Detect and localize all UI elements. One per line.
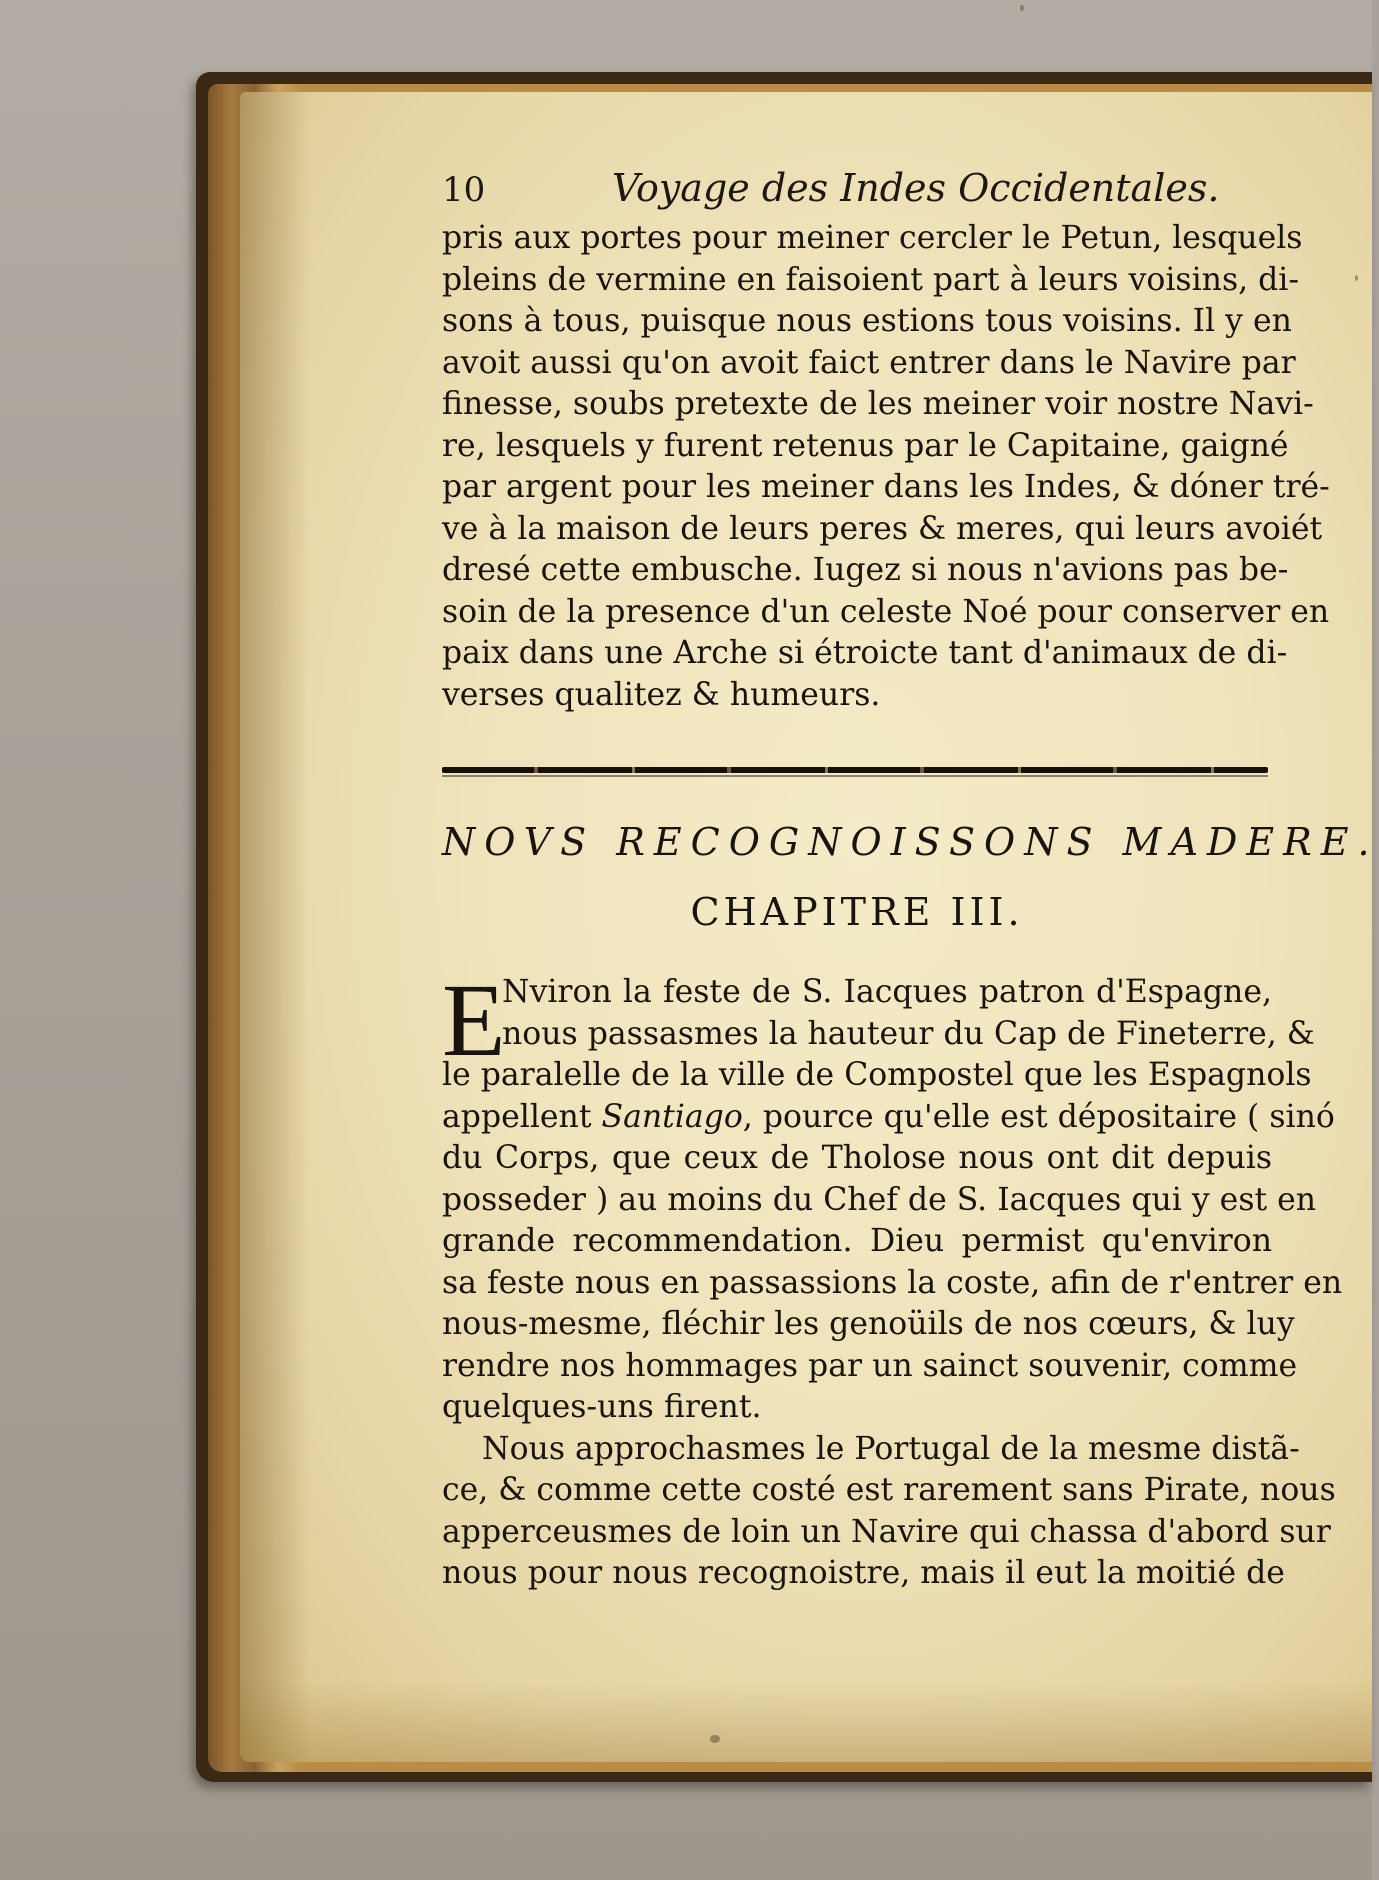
page-number: 10 xyxy=(442,170,486,210)
text-line: ve à la maison de leurs peres & meres, qui leurs avoiét xyxy=(442,510,1323,547)
rule-bar xyxy=(442,767,1268,773)
paper-speck xyxy=(710,1735,720,1743)
drop-cap: E xyxy=(442,963,506,1078)
drop-cap-lines xyxy=(502,972,1315,1055)
text-line: Nviron la feste de S. Iacques patron d'Espagne, xyxy=(502,974,1272,1010)
text-line: re, lesquels y furent retenus par le Capitaine, gaigné xyxy=(442,427,1289,464)
text-line: soin de la presence d'un celeste Noé pour conserver en xyxy=(442,593,1330,630)
text-line: grande recommendation. Dieu permist qu'environ xyxy=(442,1223,1272,1259)
text-line: nous pour nous recognoistre, mais il eut la moitié de xyxy=(442,1555,1285,1591)
text-span: appellent xyxy=(442,1098,602,1135)
paper-speck xyxy=(1355,275,1358,281)
text-line: du Corps, que ceux de Tholose nous ont dit depuis xyxy=(442,1140,1272,1176)
chapter-number: CHAPITRE III. xyxy=(690,890,1024,934)
text-line: nous passasmes la hauteur du Cap de Fineterre, & xyxy=(502,1015,1315,1052)
text-line: rendre nos hommages par un sainct souvenir, comme xyxy=(442,1347,1298,1384)
paper-speck xyxy=(1020,5,1024,11)
text-line: quelques-uns firent. xyxy=(442,1389,762,1425)
text-line: paix dans une Arche si étroicte tant d'animaux de di- xyxy=(442,635,1288,671)
running-header xyxy=(442,166,1220,220)
text-line: finesse, soubs pretexte de les meiner voir nostre Navi- xyxy=(442,386,1314,422)
text-line: verses qualitez & humeurs. xyxy=(442,676,881,713)
running-title: Voyage des Indes Occidentales. xyxy=(612,166,1220,210)
text-line: sa feste nous en passassions la coste, afin de r'entrer en xyxy=(442,1264,1343,1301)
text-span: , pource qu'elle est dépositaire ( sinó xyxy=(742,1098,1335,1135)
text-line: Nous approchasmes le Portugal de la mesme distã- xyxy=(482,1430,1300,1467)
text-line: le paralelle de la ville de Compostel que les Espagnols xyxy=(442,1057,1312,1093)
text-line: pris aux portes pour meiner cercler le Petun, lesquels xyxy=(442,220,1303,256)
page-gutter-shadow xyxy=(240,92,310,1762)
chapter-title: NOVS RECOGNOISSONS MADERE. xyxy=(442,820,1379,864)
text-line: nous-mesme, fléchir les genoüils de nos cœurs, & luy xyxy=(442,1306,1295,1342)
chapter-paragraph-1 xyxy=(442,1055,1343,1595)
text-line: pleins de vermine en faisoient part à leurs voisins, di- xyxy=(442,261,1300,298)
top-paragraph xyxy=(442,218,1330,716)
text-line: par argent pour les meiner dans les Indes, & dóner tré- xyxy=(442,469,1330,505)
text-line: sons à tous, puisque nous estions tous voisins. Il y en xyxy=(442,303,1292,339)
rule-underline xyxy=(442,775,1268,777)
text-line: posseder ) au moins du Chef de S. Iacques qui y est en xyxy=(442,1181,1317,1218)
italic-word: Santiago xyxy=(601,1098,743,1135)
text-line-with-italic xyxy=(442,1097,1335,1139)
text-line: apperceusmes de loin un Navire qui chassa d'abord sur xyxy=(442,1513,1331,1550)
page-bottom-stain xyxy=(240,1680,1372,1762)
text-line: ce, & comme cette costé est rarement sans Pirate, nous xyxy=(442,1472,1336,1508)
text-line: avoit aussi qu'on avoit faict entrer dans le Navire par xyxy=(442,344,1296,381)
text-line: dresé cette embusche. Iugez si nous n'avions pas be- xyxy=(442,552,1289,588)
ornamental-rule xyxy=(442,764,1268,778)
